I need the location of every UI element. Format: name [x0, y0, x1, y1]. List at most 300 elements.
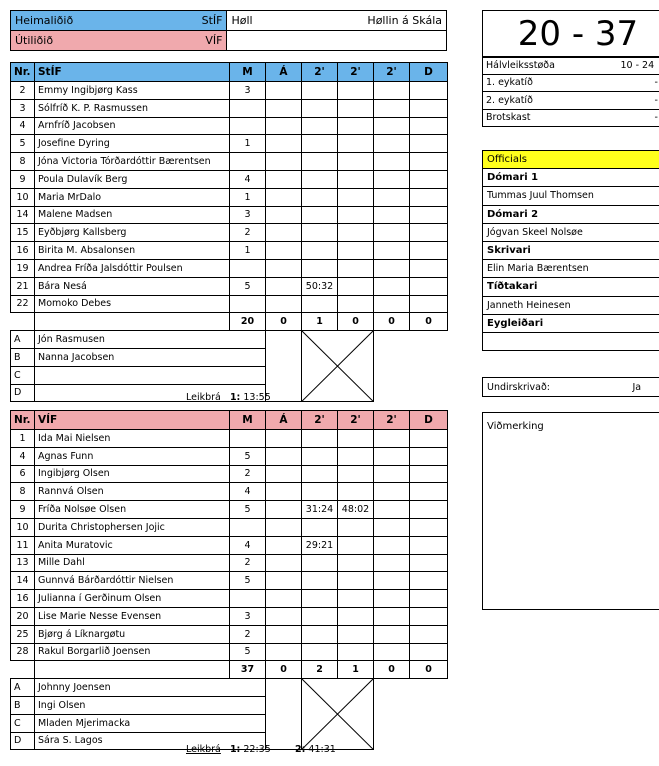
- totals-spacer: [11, 661, 35, 679]
- player-suspension-3: [374, 643, 410, 661]
- player-goals: 4: [230, 170, 266, 188]
- player-name: Maria MrDalo: [35, 188, 230, 206]
- player-warning: [266, 259, 302, 277]
- player-goals: 3: [230, 607, 266, 625]
- player-suspension-1: 29:21: [302, 536, 338, 554]
- player-name: Ingibjørg Olsen: [35, 465, 230, 483]
- player-row: [11, 135, 448, 153]
- player-suspension-2: [338, 607, 374, 625]
- player-row: [11, 501, 448, 519]
- player-warning: [266, 625, 302, 643]
- player-suspension-1: [302, 554, 338, 572]
- totals-spacer: [35, 661, 230, 679]
- player-suspension-3: [374, 82, 410, 100]
- signed-row: [483, 378, 659, 397]
- player-suspension-1: [302, 188, 338, 206]
- player-number: 28: [11, 643, 35, 661]
- player-disqualification: [410, 153, 448, 171]
- player-disqualification: [410, 170, 448, 188]
- total-t3: 0: [374, 313, 410, 331]
- player-suspension-3: [374, 135, 410, 153]
- player-row: [11, 153, 448, 171]
- player-number: 5: [11, 135, 35, 153]
- player-number: 10: [11, 518, 35, 536]
- total-a: 0: [266, 661, 302, 679]
- player-row: [11, 295, 448, 313]
- player-goals: [230, 590, 266, 608]
- player-disqualification: [410, 430, 448, 448]
- player-row: [11, 465, 448, 483]
- official-name: Jógvan Skeel Nolsøe: [483, 223, 659, 241]
- player-goals: 2: [230, 625, 266, 643]
- player-warning: [266, 295, 302, 313]
- total-a: 0: [266, 313, 302, 331]
- player-goals: 2: [230, 554, 266, 572]
- player-suspension-2: [338, 135, 374, 153]
- player-row: [11, 643, 448, 661]
- player-suspension-3: [374, 430, 410, 448]
- official-letter: C: [11, 366, 35, 384]
- home-team-table: [10, 62, 448, 402]
- player-goals: 2: [230, 465, 266, 483]
- player-suspension-2: [338, 572, 374, 590]
- player-row: [11, 590, 448, 608]
- official-spacer: [374, 679, 448, 750]
- stat-cell: [483, 109, 659, 127]
- player-suspension-2: [338, 170, 374, 188]
- away-leikbra-n1: 1:: [229, 744, 241, 755]
- player-name: Poula Dulavík Berg: [35, 170, 230, 188]
- player-warning: [266, 590, 302, 608]
- player-suspension-1: [302, 643, 338, 661]
- final-score: 20 - 37: [482, 10, 659, 58]
- player-goals: 5: [230, 643, 266, 661]
- player-goals: [230, 117, 266, 135]
- player-number: 22: [11, 295, 35, 313]
- stat-row: [483, 57, 659, 75]
- crossed-out-box: [302, 679, 374, 750]
- player-row: [11, 430, 448, 448]
- player-number: 9: [11, 501, 35, 519]
- total-m: 37: [230, 661, 266, 679]
- home-leikbra-n1: 1:: [229, 392, 241, 403]
- col-suspension2-header: 2': [338, 63, 374, 82]
- player-disqualification: [410, 501, 448, 519]
- total-d: 0: [410, 661, 448, 679]
- player-suspension-3: [374, 554, 410, 572]
- player-suspension-1: [302, 82, 338, 100]
- player-number: 4: [11, 117, 35, 135]
- player-goals: 3: [230, 206, 266, 224]
- player-warning: [266, 99, 302, 117]
- player-row: [11, 625, 448, 643]
- team-official-name: Mladen Mjerimacka: [35, 714, 266, 732]
- player-number: 8: [11, 483, 35, 501]
- player-suspension-3: [374, 259, 410, 277]
- player-goals: 1: [230, 188, 266, 206]
- player-suspension-2: 48:02: [338, 501, 374, 519]
- player-suspension-3: [374, 242, 410, 260]
- stat-label: Hálvleiksstøða: [486, 59, 555, 71]
- player-row: [11, 572, 448, 590]
- player-name: Eyðbjørg Kallsberg: [35, 224, 230, 242]
- team-official-name: Jón Rasmusen: [35, 331, 266, 349]
- stat-label: Brotskast: [486, 112, 531, 124]
- player-warning: [266, 170, 302, 188]
- player-goals: 4: [230, 536, 266, 554]
- team-official-name: [35, 366, 266, 384]
- player-goals: 4: [230, 483, 266, 501]
- player-name: Momoko Debes: [35, 295, 230, 313]
- player-number: 10: [11, 188, 35, 206]
- stat-cell: [483, 57, 659, 75]
- col-suspension1-header: 2': [302, 63, 338, 82]
- stat-row: [483, 74, 659, 92]
- player-suspension-3: [374, 295, 410, 313]
- total-t3: 0: [374, 661, 410, 679]
- officials-header-row: [483, 151, 659, 169]
- player-name: Malene Madsen: [35, 206, 230, 224]
- player-suspension-2: [338, 224, 374, 242]
- player-warning: [266, 242, 302, 260]
- player-goals: [230, 518, 266, 536]
- player-row: [11, 259, 448, 277]
- player-suspension-1: [302, 483, 338, 501]
- player-disqualification: [410, 447, 448, 465]
- player-number: 16: [11, 590, 35, 608]
- player-warning: [266, 135, 302, 153]
- player-row: [11, 518, 448, 536]
- official-role-row: [483, 241, 659, 259]
- team-name-header: StÍF: [35, 63, 230, 82]
- official-role: Tíðtakari: [483, 278, 659, 296]
- total-d: 0: [410, 313, 448, 331]
- player-suspension-1: [302, 295, 338, 313]
- official-role-row: [483, 205, 659, 223]
- player-disqualification: [410, 643, 448, 661]
- player-warning: [266, 224, 302, 242]
- player-suspension-2: [338, 153, 374, 171]
- stat-row: [483, 92, 659, 110]
- team-official-name: Nanna Jacobsen: [35, 348, 266, 366]
- player-suspension-1: [302, 206, 338, 224]
- player-suspension-3: [374, 206, 410, 224]
- away-leikbra: [186, 744, 336, 755]
- player-suspension-2: [338, 447, 374, 465]
- player-row: [11, 277, 448, 295]
- player-warning: [266, 447, 302, 465]
- player-suspension-1: [302, 430, 338, 448]
- player-number: 14: [11, 572, 35, 590]
- player-suspension-3: [374, 99, 410, 117]
- player-name: Birita M. Absalonsen: [35, 242, 230, 260]
- player-suspension-3: [374, 170, 410, 188]
- player-number: 14: [11, 206, 35, 224]
- col-suspension3-header: 2': [374, 411, 410, 430]
- stat-value: 10 - 24: [620, 59, 655, 71]
- official-name-row: [483, 187, 659, 205]
- signed-value: Ja: [632, 381, 642, 393]
- player-warning: [266, 465, 302, 483]
- player-suspension-1: [302, 242, 338, 260]
- stat-label: 2. eykatíð: [486, 94, 533, 106]
- player-disqualification: [410, 572, 448, 590]
- player-number: 1: [11, 430, 35, 448]
- player-suspension-3: [374, 188, 410, 206]
- player-suspension-1: [302, 99, 338, 117]
- player-name: Arnfríð Jacobsen: [35, 117, 230, 135]
- player-warning: [266, 643, 302, 661]
- player-warning: [266, 82, 302, 100]
- official-letter: A: [11, 331, 35, 349]
- official-role-row: [483, 278, 659, 296]
- player-number: 4: [11, 447, 35, 465]
- stat-cell: [483, 92, 659, 110]
- player-suspension-2: [338, 590, 374, 608]
- player-number: 19: [11, 259, 35, 277]
- player-disqualification: [410, 590, 448, 608]
- away-leikbra-label: Leikbrá: [186, 744, 221, 755]
- hall-value: Høllin á Skála: [367, 14, 442, 27]
- header-empty-cell: [227, 31, 447, 51]
- player-warning: [266, 117, 302, 135]
- away-totals-row: [11, 661, 448, 679]
- player-goals: [230, 295, 266, 313]
- player-disqualification: [410, 82, 448, 100]
- official-name-row: [483, 223, 659, 241]
- team-official-row: [11, 331, 448, 349]
- player-disqualification: [410, 117, 448, 135]
- player-disqualification: [410, 188, 448, 206]
- player-disqualification: [410, 224, 448, 242]
- away-header-row: [11, 411, 448, 430]
- player-disqualification: [410, 625, 448, 643]
- col-nr-header: Nr.: [11, 63, 35, 82]
- total-m: 20: [230, 313, 266, 331]
- total-t1: 2: [302, 661, 338, 679]
- player-suspension-2: [338, 554, 374, 572]
- team-official-name: Ingi Olsen: [35, 696, 266, 714]
- player-suspension-1: [302, 117, 338, 135]
- player-suspension-2: [338, 188, 374, 206]
- stat-label: 1. eykatíð: [486, 77, 533, 89]
- home-totals-row: [11, 313, 448, 331]
- player-name: Sólfríð K. P. Rasmussen: [35, 99, 230, 117]
- official-role-row: [483, 169, 659, 187]
- player-disqualification: [410, 607, 448, 625]
- player-suspension-1: 50:32: [302, 277, 338, 295]
- player-suspension-3: [374, 117, 410, 135]
- player-row: [11, 206, 448, 224]
- player-suspension-2: [338, 259, 374, 277]
- player-number: 9: [11, 170, 35, 188]
- player-number: 3: [11, 99, 35, 117]
- official-name: Tummas Juul Thomsen: [483, 187, 659, 205]
- player-warning: [266, 153, 302, 171]
- cross-out-mark: [302, 331, 373, 401]
- player-name: Emmy Ingibjørg Kass: [35, 82, 230, 100]
- totals-spacer: [11, 313, 35, 331]
- player-row: [11, 170, 448, 188]
- player-row: [11, 82, 448, 100]
- player-suspension-2: [338, 295, 374, 313]
- totals-spacer: [35, 313, 230, 331]
- cross-out-mark: [302, 679, 373, 749]
- player-goals: 5: [230, 572, 266, 590]
- official-letter: C: [11, 714, 35, 732]
- player-goals: 5: [230, 277, 266, 295]
- player-name: Lise Marie Nesse Evensen: [35, 607, 230, 625]
- player-row: [11, 99, 448, 117]
- player-warning: [266, 206, 302, 224]
- player-suspension-2: [338, 643, 374, 661]
- player-suspension-1: [302, 447, 338, 465]
- official-role: Dómari 2: [483, 205, 659, 223]
- player-disqualification: [410, 242, 448, 260]
- home-leikbra: [186, 392, 271, 403]
- player-suspension-2: [338, 117, 374, 135]
- col-suspension1-header: 2': [302, 411, 338, 430]
- official-empty: [266, 331, 302, 402]
- player-suspension-3: [374, 625, 410, 643]
- col-goals-header: M: [230, 63, 266, 82]
- player-row: [11, 242, 448, 260]
- home-label: Heimaliðið: [15, 14, 74, 27]
- player-goals: 3: [230, 82, 266, 100]
- crossed-out-box: [302, 331, 374, 402]
- away-team-table: [10, 410, 448, 750]
- player-disqualification: [410, 465, 448, 483]
- player-suspension-2: [338, 465, 374, 483]
- player-disqualification: [410, 295, 448, 313]
- official-role: Skrivari: [483, 241, 659, 259]
- player-row: [11, 554, 448, 572]
- official-role: Eygleiðari: [483, 314, 659, 332]
- official-role-row: [483, 314, 659, 332]
- player-suspension-3: [374, 153, 410, 171]
- player-warning: [266, 607, 302, 625]
- player-number: 20: [11, 607, 35, 625]
- player-suspension-3: [374, 465, 410, 483]
- away-label: Útiliðið: [15, 34, 54, 47]
- player-row: [11, 536, 448, 554]
- player-goals: 5: [230, 447, 266, 465]
- team-official-name: Sára S. Lagos: [35, 732, 266, 750]
- player-suspension-2: [338, 206, 374, 224]
- player-suspension-3: [374, 501, 410, 519]
- player-goals: [230, 430, 266, 448]
- player-name: Rakul Borgarlið Joensen: [35, 643, 230, 661]
- player-disqualification: [410, 206, 448, 224]
- player-suspension-3: [374, 536, 410, 554]
- team-official-row: [11, 679, 448, 697]
- away-team-cell: [11, 31, 227, 51]
- officials-table: [482, 150, 659, 351]
- official-role: Dómari 1: [483, 169, 659, 187]
- player-name: Fríða Nolsøe Olsen: [35, 501, 230, 519]
- player-name: Josefine Dyring: [35, 135, 230, 153]
- signed-label: Undirskrivað:: [487, 381, 551, 393]
- player-suspension-1: [302, 607, 338, 625]
- home-leikbra-label: Leikbrá: [186, 392, 221, 403]
- player-suspension-2: [338, 99, 374, 117]
- stat-value: -: [654, 77, 658, 89]
- home-team-cell: [11, 11, 227, 31]
- player-suspension-2: [338, 536, 374, 554]
- player-goals: 2: [230, 224, 266, 242]
- player-row: [11, 447, 448, 465]
- player-disqualification: [410, 135, 448, 153]
- player-goals: [230, 259, 266, 277]
- player-goals: [230, 99, 266, 117]
- player-name: Julianna í Gerðinum Olsen: [35, 590, 230, 608]
- stat-value: -: [654, 94, 658, 106]
- player-number: 6: [11, 465, 35, 483]
- official-letter: B: [11, 348, 35, 366]
- player-warning: [266, 554, 302, 572]
- player-suspension-1: [302, 170, 338, 188]
- match-header: [10, 10, 447, 51]
- official-name: [483, 332, 659, 350]
- official-name: Elin Maria Bærentsen: [483, 260, 659, 278]
- player-name: Durita Christophersen Jojic: [35, 518, 230, 536]
- player-suspension-1: [302, 518, 338, 536]
- col-disqualification-header: D: [410, 63, 448, 82]
- player-suspension-3: [374, 607, 410, 625]
- player-number: 13: [11, 554, 35, 572]
- player-suspension-3: [374, 483, 410, 501]
- player-suspension-1: [302, 259, 338, 277]
- player-number: 25: [11, 625, 35, 643]
- player-suspension-1: [302, 625, 338, 643]
- remarks-box: [482, 412, 659, 610]
- player-name: Rannvá Olsen: [35, 483, 230, 501]
- remarks-label: Viðmerking: [487, 421, 544, 432]
- player-suspension-1: [302, 465, 338, 483]
- player-suspension-1: [302, 224, 338, 242]
- player-number: 11: [11, 536, 35, 554]
- away-leikbra-n2: 2:: [294, 744, 306, 755]
- player-name: Agnas Funn: [35, 447, 230, 465]
- stat-value: -: [654, 112, 658, 124]
- player-name: Ida Mai Nielsen: [35, 430, 230, 448]
- stat-cell: [483, 74, 659, 92]
- player-name: Anita Muratovic: [35, 536, 230, 554]
- player-name: Bára Nesá: [35, 277, 230, 295]
- home-leikbra-t1: 13:55: [243, 392, 271, 403]
- player-warning: [266, 536, 302, 554]
- col-warning-header: Á: [266, 411, 302, 430]
- player-row: [11, 117, 448, 135]
- player-suspension-3: [374, 572, 410, 590]
- total-t2: 1: [338, 661, 374, 679]
- away-leikbra-t1: 22:35: [243, 744, 271, 755]
- player-number: 21: [11, 277, 35, 295]
- player-suspension-1: 31:24: [302, 501, 338, 519]
- player-suspension-2: [338, 483, 374, 501]
- total-t2: 0: [338, 313, 374, 331]
- player-name: Bjørg á Líknargøtu: [35, 625, 230, 643]
- player-name: Gunnvá Bárðardóttir Nielsen: [35, 572, 230, 590]
- team-name-header: VÍF: [35, 411, 230, 430]
- player-warning: [266, 501, 302, 519]
- player-suspension-2: [338, 277, 374, 295]
- player-disqualification: [410, 518, 448, 536]
- official-spacer: [374, 331, 448, 402]
- col-warning-header: Á: [266, 63, 302, 82]
- player-warning: [266, 277, 302, 295]
- official-name: Janneth Heinesen: [483, 296, 659, 314]
